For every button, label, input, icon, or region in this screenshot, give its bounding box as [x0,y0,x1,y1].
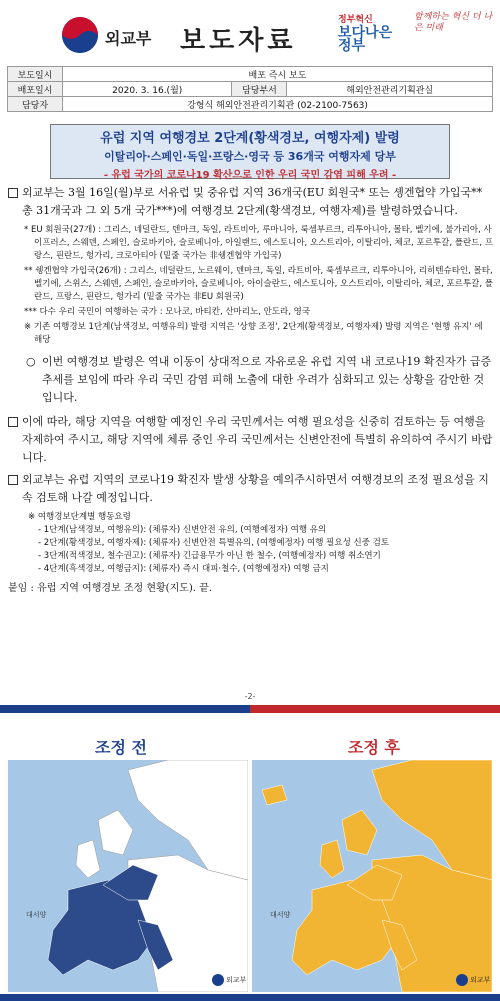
eu-member-note: * EU 회원국(27개) : 그리스, 네덜란드, 덴마크, 독일, 라트비아, 루마니아, 룩셈부르크, 리투아니아, 몰타, 벨기에, 불가리아, 사이프러스, 스웨덴, 스페인, 슬로바키아, 슬로베니아, 아일랜드, 에스토니아, 오스트리아, 이탈리아, 체코, 포르투갈, 폴란드, 프랑스, 핀란드, 헝가리, 크로아티아 (밑줄 국가는 非쉥겐협약 가입국) [24,225,493,261]
subheadline: 이탈리아·스페인·독일·프랑스·영국 등 36개국 여행자제 당부 [104,150,396,163]
checkbox-bullet-icon [8,417,18,427]
headline: 유럽 지역 여행경보 2단계(황색경보, 여행자제) 발령 [100,131,400,146]
government-emblem-icon [60,15,100,55]
ministry-name: 외교부 [105,29,152,48]
checkbox-bullet-icon [8,188,18,198]
tagline: - 유럽 국가의 코로나19 확산으로 인한 우리 국민 감염 피해 우려 - [103,170,397,181]
press-release-title: 보도자료 [180,26,297,56]
map-logo: 외교부 [470,976,491,984]
page-number: -2- [244,692,256,701]
divider-band [0,705,500,713]
guide-level-1: - 1단계(남색경보, 여행유의): (체류자) 신변안전 유의, (여행예정자) 여행 유의 [38,525,327,535]
headline-box [50,124,450,179]
footer-band [0,994,500,1001]
before-label: 조정 전 [95,738,147,757]
header [0,0,500,66]
guide-heading: ※ 여행경보단계별 행동요령 [28,512,131,522]
paragraph-2: 이에 따라, 해당 지역을 여행할 예정인 우리 국민께서는 여행 필요성을 신중히 검토하는 등 여행을 자제하여 주시고, 해당 지역에 체류 중인 우리 국민께서는 신변안전에 특별히 유의하여 주시기 바랍니다. [8,413,493,467]
paragraph-3: 외교부는 유럽 지역의 코로나19 확진자 발생 상황을 예의주시하면서 여행경보의 조정 필요성을 지속 검토해 나갈 예정입니다. [8,471,493,507]
guide-level-2: - 2단계(황색경보, 여행자제): (체류자) 신변안전 특별유의, (여행예정자) 여행 필요성 신중 검토 [38,538,390,548]
map-logo: 외교부 [226,976,247,984]
guide-level-4: - 4단계(흑색경보, 여행금지): (체류자) 즉시 대피·철수, (여행예정자) 여행 금지 [38,564,329,574]
paragraph-circle: ○ 이번 여행경보 발령은 역내 이동이 상대적으로 자유로운 유럽 지역 내 코로나19 확진자가 급증 추세를 보임에 따라 우리 국민 감염 피해 노출에 대한 우려가 심화되고 있는 상황을 감안한 것입니다. [26,355,492,404]
attachment-line: 붙임 : 유럽 지역 여행경보 조정 현황(지도). 끝. [8,583,213,594]
checkbox-bullet-icon [8,475,18,485]
paragraph-1: 외교부는 3월 16일(월)부로 서유럽 및 중유럽 지역 36개국(EU 회원국* 또는 솅겐협약 가입국** 총 31개국과 그 외 5개 국가***)에 여행경보 2단계(황색경보, 여행자제)를 발령하였습니다. [8,184,493,220]
map-before [8,760,248,992]
slogan-logo: 함께하는 혁신 더 나은 미래 [414,12,493,33]
after-label: 조정 후 [348,738,400,757]
schengen-note: ** 쉥겐협약 가입국(26개) : 그리스, 네덜란드, 노르웨이, 덴마크, 독일, 라트비아, 룩셈부르크, 리투아니아, 리히텐슈타인, 몰타, 벨기에, 스위스, 스웨덴, 스페인, 슬로바키아, 슬로베니아, 아이슬란드, 에스토니아, 오스트리아, 이탈리아, 체코, 포르투갈, 폴란드, 프랑스, 핀란드, 헝가리 (밑줄 국가는 非EU 회원국) [24,266,493,302]
existing-alert-note: ※ 기존 여행경보 1단계(남색경보, 여행유의) 발령 지역은 '상향 조정', 2단계(황색경보, 여행자제) 발령 지역은 '현행 유지' 에 해당 [24,322,483,345]
release-info-table: 보도일시 배포 즉시 보도 배포일시 2020. 3. 16.(월) 담당부서 해외안전관리기획관실 담당자 강형식 해외안전관리기획관 (02-2100-7563) [7,66,493,112]
guide-level-3: - 3단계(적색경보, 철수권고): (체류자) 긴급용무가 아닌 한 철수, (여행예정자) 여행 취소연기 [38,551,381,561]
innovation-logo: 정부혁신 보다나은 정부 [338,15,393,54]
ocean-label: 대서양 [26,911,47,919]
map-after [252,760,492,992]
ocean-label: 대서양 [270,911,291,919]
release-body [8,184,493,602]
other-countries-note: *** 다수 우리 국민이 여행하는 국가 : 모나코, 바티칸, 산마리노, 안도라, 영국 [24,307,311,317]
